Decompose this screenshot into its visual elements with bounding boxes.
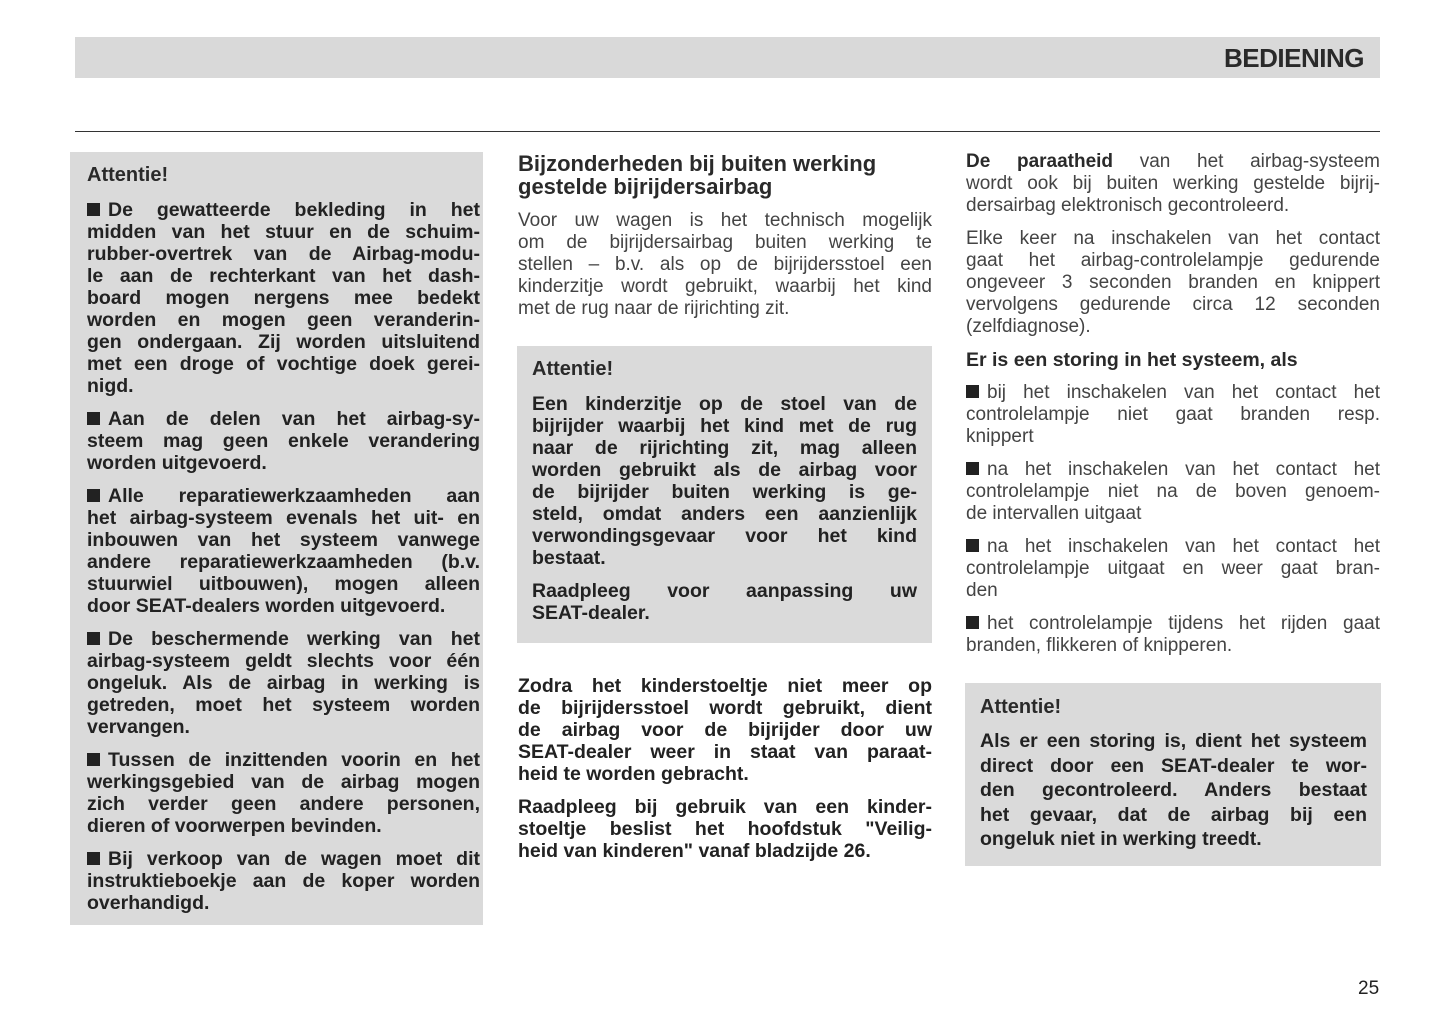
text-line: de intervallen uitgaat — [966, 503, 1142, 524]
text-line — [87, 199, 480, 221]
bullet-square-icon — [966, 385, 979, 398]
right-column — [966, 151, 1380, 668]
text-line: steem mag geen enkele verandering — [87, 430, 480, 452]
text-line: getreden, moet het systeem worden — [87, 694, 480, 716]
warning-box-middle — [517, 346, 932, 643]
bullet-square-icon — [966, 462, 979, 475]
text-line — [87, 749, 480, 771]
warning-title: Attentie! — [532, 358, 614, 380]
section-title: BEDIENING — [1224, 43, 1364, 73]
paragraph — [966, 613, 1380, 657]
text-line: dieren of voorwerpen bevinden. — [87, 815, 382, 837]
text-line: steld, omdat anders een aanzienlijk — [532, 503, 917, 525]
readiness-text: van het airbag-systeem — [1139, 151, 1380, 172]
text-line: inbouwen van het systeem vanwege — [87, 529, 480, 551]
text-line: ongeluk. Als de airbag in werking is — [87, 672, 480, 694]
text-line: bestaat. — [532, 547, 606, 569]
text-line: naar de rijrichting zit, mag alleen — [532, 437, 917, 459]
paragraph — [87, 485, 480, 617]
text-line: andere reparatiewerkzaamheden (b.v. — [87, 551, 480, 573]
bullet-square-icon — [87, 753, 100, 766]
text-line-content: bij het inschakelen van het contact het — [987, 382, 1380, 403]
page-number: 25 — [1358, 978, 1380, 999]
text-line — [87, 628, 480, 650]
text-line: om de bijrijdersairbag buiten werking te — [518, 232, 932, 253]
fault-heading: Er is een storing in het systeem, als — [966, 349, 1298, 371]
text-line: stellen – b.v. als op de bijrijdersstoel een — [518, 254, 932, 275]
text-line: nigd. — [87, 375, 134, 397]
text-line-content: Aan de delen van het airbag-sy- — [108, 408, 480, 430]
text-line: door SEAT-dealers worden uitgevoerd. — [87, 595, 446, 617]
text-line: branden, flikkeren of knipperen. — [966, 635, 1233, 656]
text-line: controlelampje niet na de boven genoem- — [966, 481, 1380, 502]
bullet-square-icon — [87, 203, 100, 216]
paragraph — [966, 228, 1380, 338]
paragraph — [980, 729, 1367, 852]
paragraph — [518, 796, 932, 862]
warning-box-right — [965, 683, 1381, 866]
warning-title: Attentie! — [87, 164, 169, 186]
bullet-square-icon — [966, 539, 979, 552]
text-line: kinderzitje wordt gebruikt, waarbij het kind — [518, 276, 932, 297]
paragraph — [518, 210, 932, 320]
text-line: ongeluk niet in werking treedt. — [980, 828, 1262, 850]
text-line-content: na het inschakelen van het contact het — [987, 459, 1380, 480]
text-line-content: het controlelampje tijdens het rijden gaat — [987, 613, 1380, 634]
text-line: Zodra het kinderstoeltje niet meer op — [518, 675, 932, 697]
text-line: Als er een storing is, dient het systeem — [980, 730, 1367, 752]
readiness-line: wordt ook bij buiten werking gestelde bijrij- — [966, 173, 1380, 194]
bullet-square-icon — [87, 412, 100, 425]
text-line: stuurwiel uitbouwen), mogen alleen — [87, 573, 480, 595]
text-line: heid van kinderen" vanaf bladzijde 26. — [518, 840, 871, 862]
paragraph — [966, 536, 1380, 602]
text-line: heid te worden gebracht. — [518, 763, 749, 785]
readiness-paragraph — [966, 151, 1380, 217]
text-line — [966, 459, 1380, 481]
text-line: worden gebruikt als de airbag voor — [532, 459, 917, 481]
paragraph — [87, 848, 480, 914]
text-line: de airbag voor de bijrijder door uw — [518, 719, 932, 741]
heading-line: gestelde bijrijdersairbag — [518, 174, 773, 199]
text-line: (zelfdiagnose). — [966, 316, 1091, 337]
warning-paragraphs — [980, 729, 1367, 852]
text-line-content: De beschermende werking van het — [108, 628, 480, 650]
text-line — [966, 382, 1380, 404]
warning-paragraphs — [87, 199, 480, 914]
text-line: Voor uw wagen is het technisch mogelijk — [518, 210, 932, 231]
text-line: worden en mogen geen veranderin- — [87, 309, 480, 331]
bullet-square-icon — [966, 616, 979, 629]
paragraph — [87, 628, 480, 738]
text-line: board mogen nergens mee bedekt — [87, 287, 480, 309]
text-line: midden van het stuur en de schuim- — [87, 221, 480, 243]
text-line — [87, 485, 480, 507]
text-line: gaat het airbag-controlelampje gedurende — [966, 250, 1380, 271]
text-line: ongeveer 3 seconden branden en knippert — [966, 272, 1380, 293]
text-line: den — [966, 580, 998, 601]
readiness-line: dersairbag elektronisch gecontroleerd. — [966, 195, 1290, 216]
text-line: SEAT-dealer weer in staat van paraat- — [518, 741, 932, 763]
text-line-content: Alle reparatiewerkzaamheden aan — [108, 485, 480, 507]
text-line-content: Tussen de inzittenden voorin en het — [108, 749, 480, 771]
text-line: SEAT-dealer. — [532, 602, 650, 624]
text-line: bijrijder waarbij het kind met de rug — [532, 415, 917, 437]
text-line: le aan de rechterkant van het dash- — [87, 265, 480, 287]
paragraph — [532, 393, 917, 569]
header-bar — [75, 37, 1380, 78]
text-line: met de rug naar de rijrichting zit. — [518, 298, 790, 319]
intro-paragraph — [518, 210, 932, 320]
paragraph — [518, 675, 932, 785]
divider-rule — [75, 131, 1380, 132]
warning-box-left — [70, 152, 483, 925]
text-line: direct door een SEAT-dealer te wor- — [980, 754, 1367, 777]
paragraph — [532, 580, 917, 624]
text-line — [87, 848, 480, 870]
heading-line: Bijzonderheden bij buiten werking — [518, 151, 877, 176]
paragraph — [87, 199, 480, 397]
after-paragraphs — [518, 675, 932, 862]
text-line: gen ondergaan. Zij worden uitsluitend — [87, 331, 480, 353]
text-line-content: Bij verkoop van de wagen moet dit — [108, 848, 480, 870]
paragraph — [966, 459, 1380, 525]
text-line: vervangen. — [87, 716, 190, 738]
readiness-lead: De paraatheid — [966, 151, 1114, 172]
text-line: den gecontroleerd. Anders bestaat — [980, 779, 1367, 801]
text-line: Een kinderzitje op de stoel van de — [532, 393, 917, 415]
text-line: worden uitgevoerd. — [87, 452, 267, 474]
text-line: Raadpleeg bij gebruik van een kinder- — [518, 796, 932, 818]
fault-list — [966, 382, 1380, 657]
text-line-content: De gewatteerde bekleding in het — [108, 199, 480, 221]
middle-column — [518, 152, 932, 331]
paragraph — [966, 382, 1380, 448]
text-line: Elke keer na inschakelen van het contact — [966, 228, 1380, 249]
text-line: airbag-systeem geldt slechts voor één — [87, 650, 480, 672]
paragraph — [87, 408, 480, 474]
paragraph — [87, 749, 480, 837]
text-line: het gevaar, dat de airbag bij een — [980, 803, 1367, 826]
text-line: Raadpleeg voor aanpassing uw — [532, 580, 917, 602]
text-line — [87, 408, 480, 430]
text-line: zich verder geen andere personen, — [87, 793, 480, 815]
text-line: verwondingsgevaar voor het kind — [532, 525, 917, 547]
text-line: het airbag-systeem evenals het uit- en — [87, 507, 480, 529]
text-line: instruktieboekje aan de koper worden — [87, 870, 480, 892]
bullet-square-icon — [87, 489, 100, 502]
text-line: controlelampje niet gaat branden resp. — [966, 404, 1380, 425]
bullet-square-icon — [87, 632, 100, 645]
text-line: vervolgens gedurende circa 12 seconden — [966, 294, 1380, 315]
bullet-square-icon — [87, 852, 100, 865]
text-line: werkingsgebied van de airbag mogen — [87, 771, 480, 793]
text-line — [966, 613, 1380, 635]
text-line-content: na het inschakelen van het contact het — [987, 536, 1380, 557]
text-line: de bijrijder buiten werking is ge- — [532, 481, 917, 503]
text-line: controlelampje uitgaat en weer gaat bran- — [966, 558, 1380, 579]
middle-after-text — [518, 675, 932, 873]
text-line: stoeltje beslist het hoofdstuk "Veilig- — [518, 818, 932, 840]
text-line — [966, 536, 1380, 558]
warning-title: Attentie! — [980, 696, 1062, 718]
text-line: de bijrijdersstoel wordt gebruikt, dient — [518, 697, 932, 719]
warning-paragraphs — [532, 393, 917, 624]
section-heading — [518, 152, 932, 198]
text-line: knippert — [966, 426, 1034, 447]
readiness-line — [966, 151, 1380, 173]
text-line: met een droge of vochtige doek gerei- — [87, 353, 480, 375]
selftest-paragraph — [966, 228, 1380, 338]
text-line: overhandigd. — [87, 892, 210, 914]
text-line: rubber-overtrek van de Airbag-modu- — [87, 243, 480, 265]
